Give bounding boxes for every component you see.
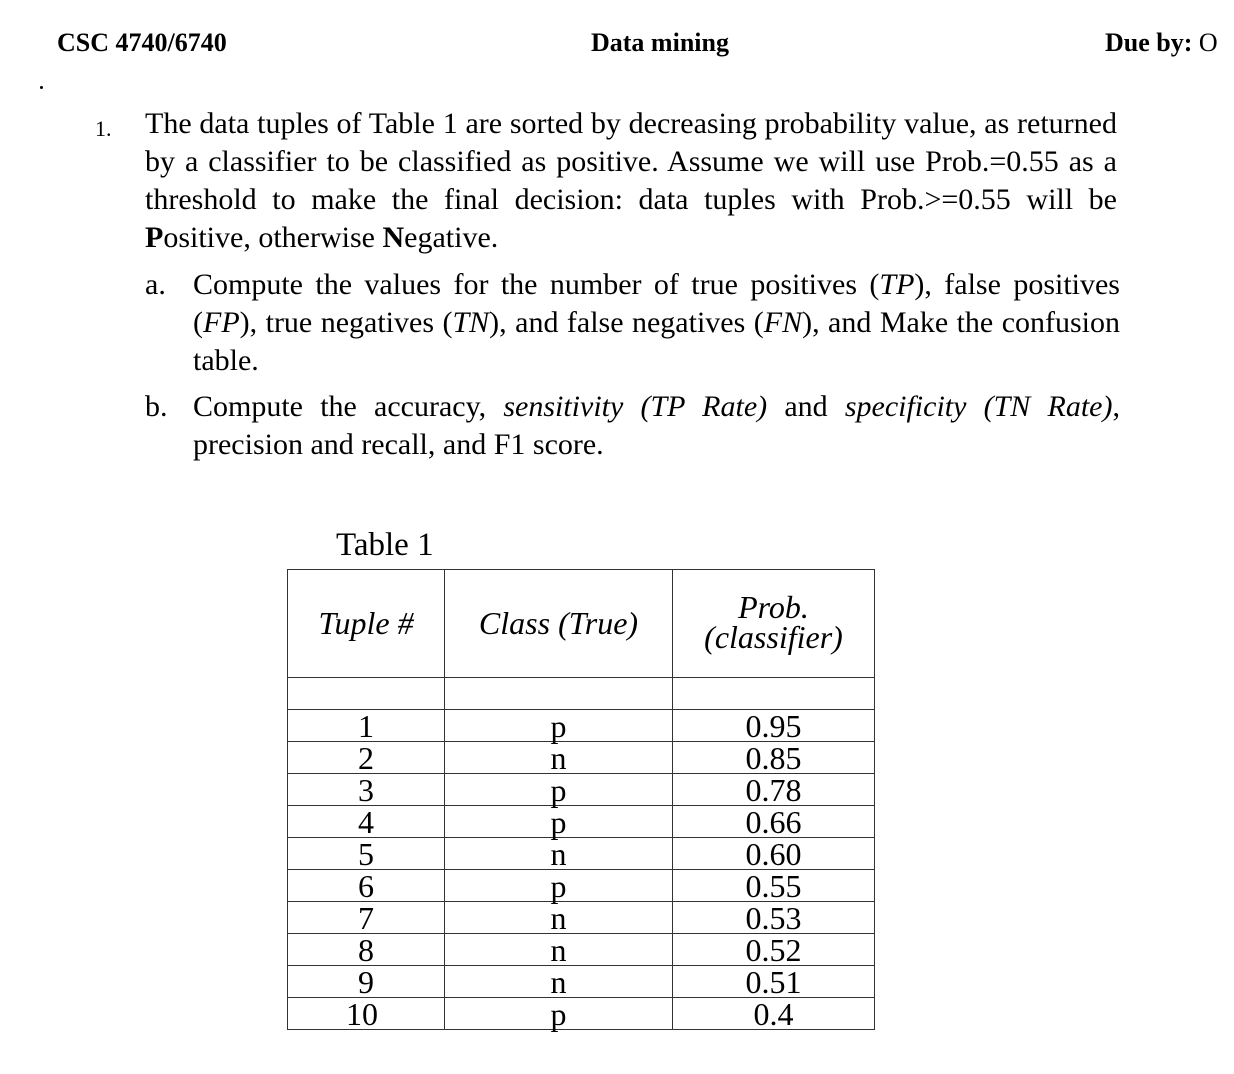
part-b-marker: b.: [145, 390, 168, 423]
class-cell: n: [445, 838, 673, 870]
tn-term: TN: [452, 306, 490, 339]
tuple-cell: 8: [288, 934, 445, 966]
class-cell: p: [445, 870, 673, 902]
due-label: Due by:: [1105, 28, 1193, 57]
class-cell: p: [445, 710, 673, 742]
prob-cell: 0.4: [673, 998, 875, 1030]
part-b-text: [193, 388, 1120, 464]
spacer-cell: [673, 678, 875, 710]
table-row: [288, 742, 875, 774]
sensitivity-term: sensitivity (TP Rate): [503, 390, 768, 423]
tuple-cell: 3: [288, 774, 445, 806]
question-text: [145, 105, 1117, 257]
table-caption: Table 1: [336, 527, 434, 563]
question-number: 1.: [95, 116, 112, 141]
part-a-text: [193, 266, 1120, 380]
prob-cell: 0.60: [673, 838, 875, 870]
part-a-text-5: ), and Make the confusion table.: [193, 306, 1121, 377]
prob-cell: 0.55: [673, 870, 875, 902]
tuple-cell: 10: [288, 998, 445, 1030]
class-cell: n: [445, 742, 673, 774]
table-header-row: [288, 570, 875, 678]
spacer-cell: [288, 678, 445, 710]
header-prob-line1: Prob.: [738, 588, 809, 625]
part-b: [145, 388, 1120, 464]
part-a-text-3: ), true negatives (: [239, 306, 453, 339]
class-cell: p: [445, 998, 673, 1030]
table-row: [288, 966, 875, 998]
fn-term: FN: [763, 306, 803, 339]
prob-cell: 0.52: [673, 934, 875, 966]
tuple-cell: 4: [288, 806, 445, 838]
table-row: [288, 806, 875, 838]
header-prob: [673, 570, 875, 678]
part-a-text-4: ), and false negatives (: [489, 306, 764, 339]
part-a-text-2: ), false positives (: [193, 268, 1120, 339]
fp-term: FP: [203, 306, 240, 339]
table-row: [288, 838, 875, 870]
tuple-cell: 6: [288, 870, 445, 902]
prob-cell: 0.51: [673, 966, 875, 998]
specificity-term: specificity (TN Rate): [844, 390, 1113, 423]
table-row: [288, 710, 875, 742]
negative-rest: egative.: [404, 221, 499, 254]
class-cell: n: [445, 934, 673, 966]
negative-initial: N: [382, 221, 405, 254]
tuple-cell: 5: [288, 838, 445, 870]
positive-rest: ositive, otherwise: [163, 221, 383, 254]
table-row: [288, 774, 875, 806]
header-prob-line2: (classifier): [704, 618, 843, 655]
class-cell: n: [445, 902, 673, 934]
prob-cell: 0.95: [673, 710, 875, 742]
header-tuple: Tuple #: [288, 570, 445, 678]
tp-term: TP: [879, 268, 915, 301]
question-intro: The data tuples of Table 1 are sorted by decreasing probability value, as returned by a classifier to be classified as positive. Assume we will use Prob.=0.55 as a threshold to make the final decision: data tuples with Prob.>=0.55 will be: [145, 107, 1117, 216]
positive-initial: P: [145, 221, 164, 254]
tuple-cell: 7: [288, 902, 445, 934]
prob-cell: 0.85: [673, 742, 875, 774]
table-row: [288, 870, 875, 902]
table-row: [288, 998, 875, 1030]
part-b-text-3: , precision and recall, and F1 score.: [193, 390, 1120, 461]
prob-cell: 0.53: [673, 902, 875, 934]
part-b-text-1: Compute the accuracy,: [193, 390, 504, 423]
part-a-marker: a.: [145, 268, 166, 301]
header-class-true: Class (True): [445, 570, 673, 678]
class-cell: p: [445, 806, 673, 838]
tuple-cell: 9: [288, 966, 445, 998]
table-row: [288, 902, 875, 934]
data-table: [287, 569, 875, 1030]
page-header: [0, 28, 1234, 64]
course-subject: Data mining: [591, 28, 729, 57]
class-cell: n: [445, 966, 673, 998]
course-code: CSC 4740/6740: [57, 28, 227, 57]
part-b-text-2: and: [767, 390, 845, 423]
tuple-cell: 1: [288, 710, 445, 742]
prob-cell: 0.78: [673, 774, 875, 806]
spacer-cell: [445, 678, 673, 710]
part-a: [145, 266, 1120, 380]
bullet-dot: [40, 86, 43, 89]
prob-cell: 0.66: [673, 806, 875, 838]
due-value: O: [1198, 28, 1218, 57]
table-row: [288, 934, 875, 966]
class-cell: p: [445, 774, 673, 806]
due-date: [1105, 28, 1218, 58]
part-a-text-1: Compute the values for the number of true positives (: [193, 268, 880, 301]
header-spacer-row: [288, 678, 875, 710]
tuple-cell: 2: [288, 742, 445, 774]
